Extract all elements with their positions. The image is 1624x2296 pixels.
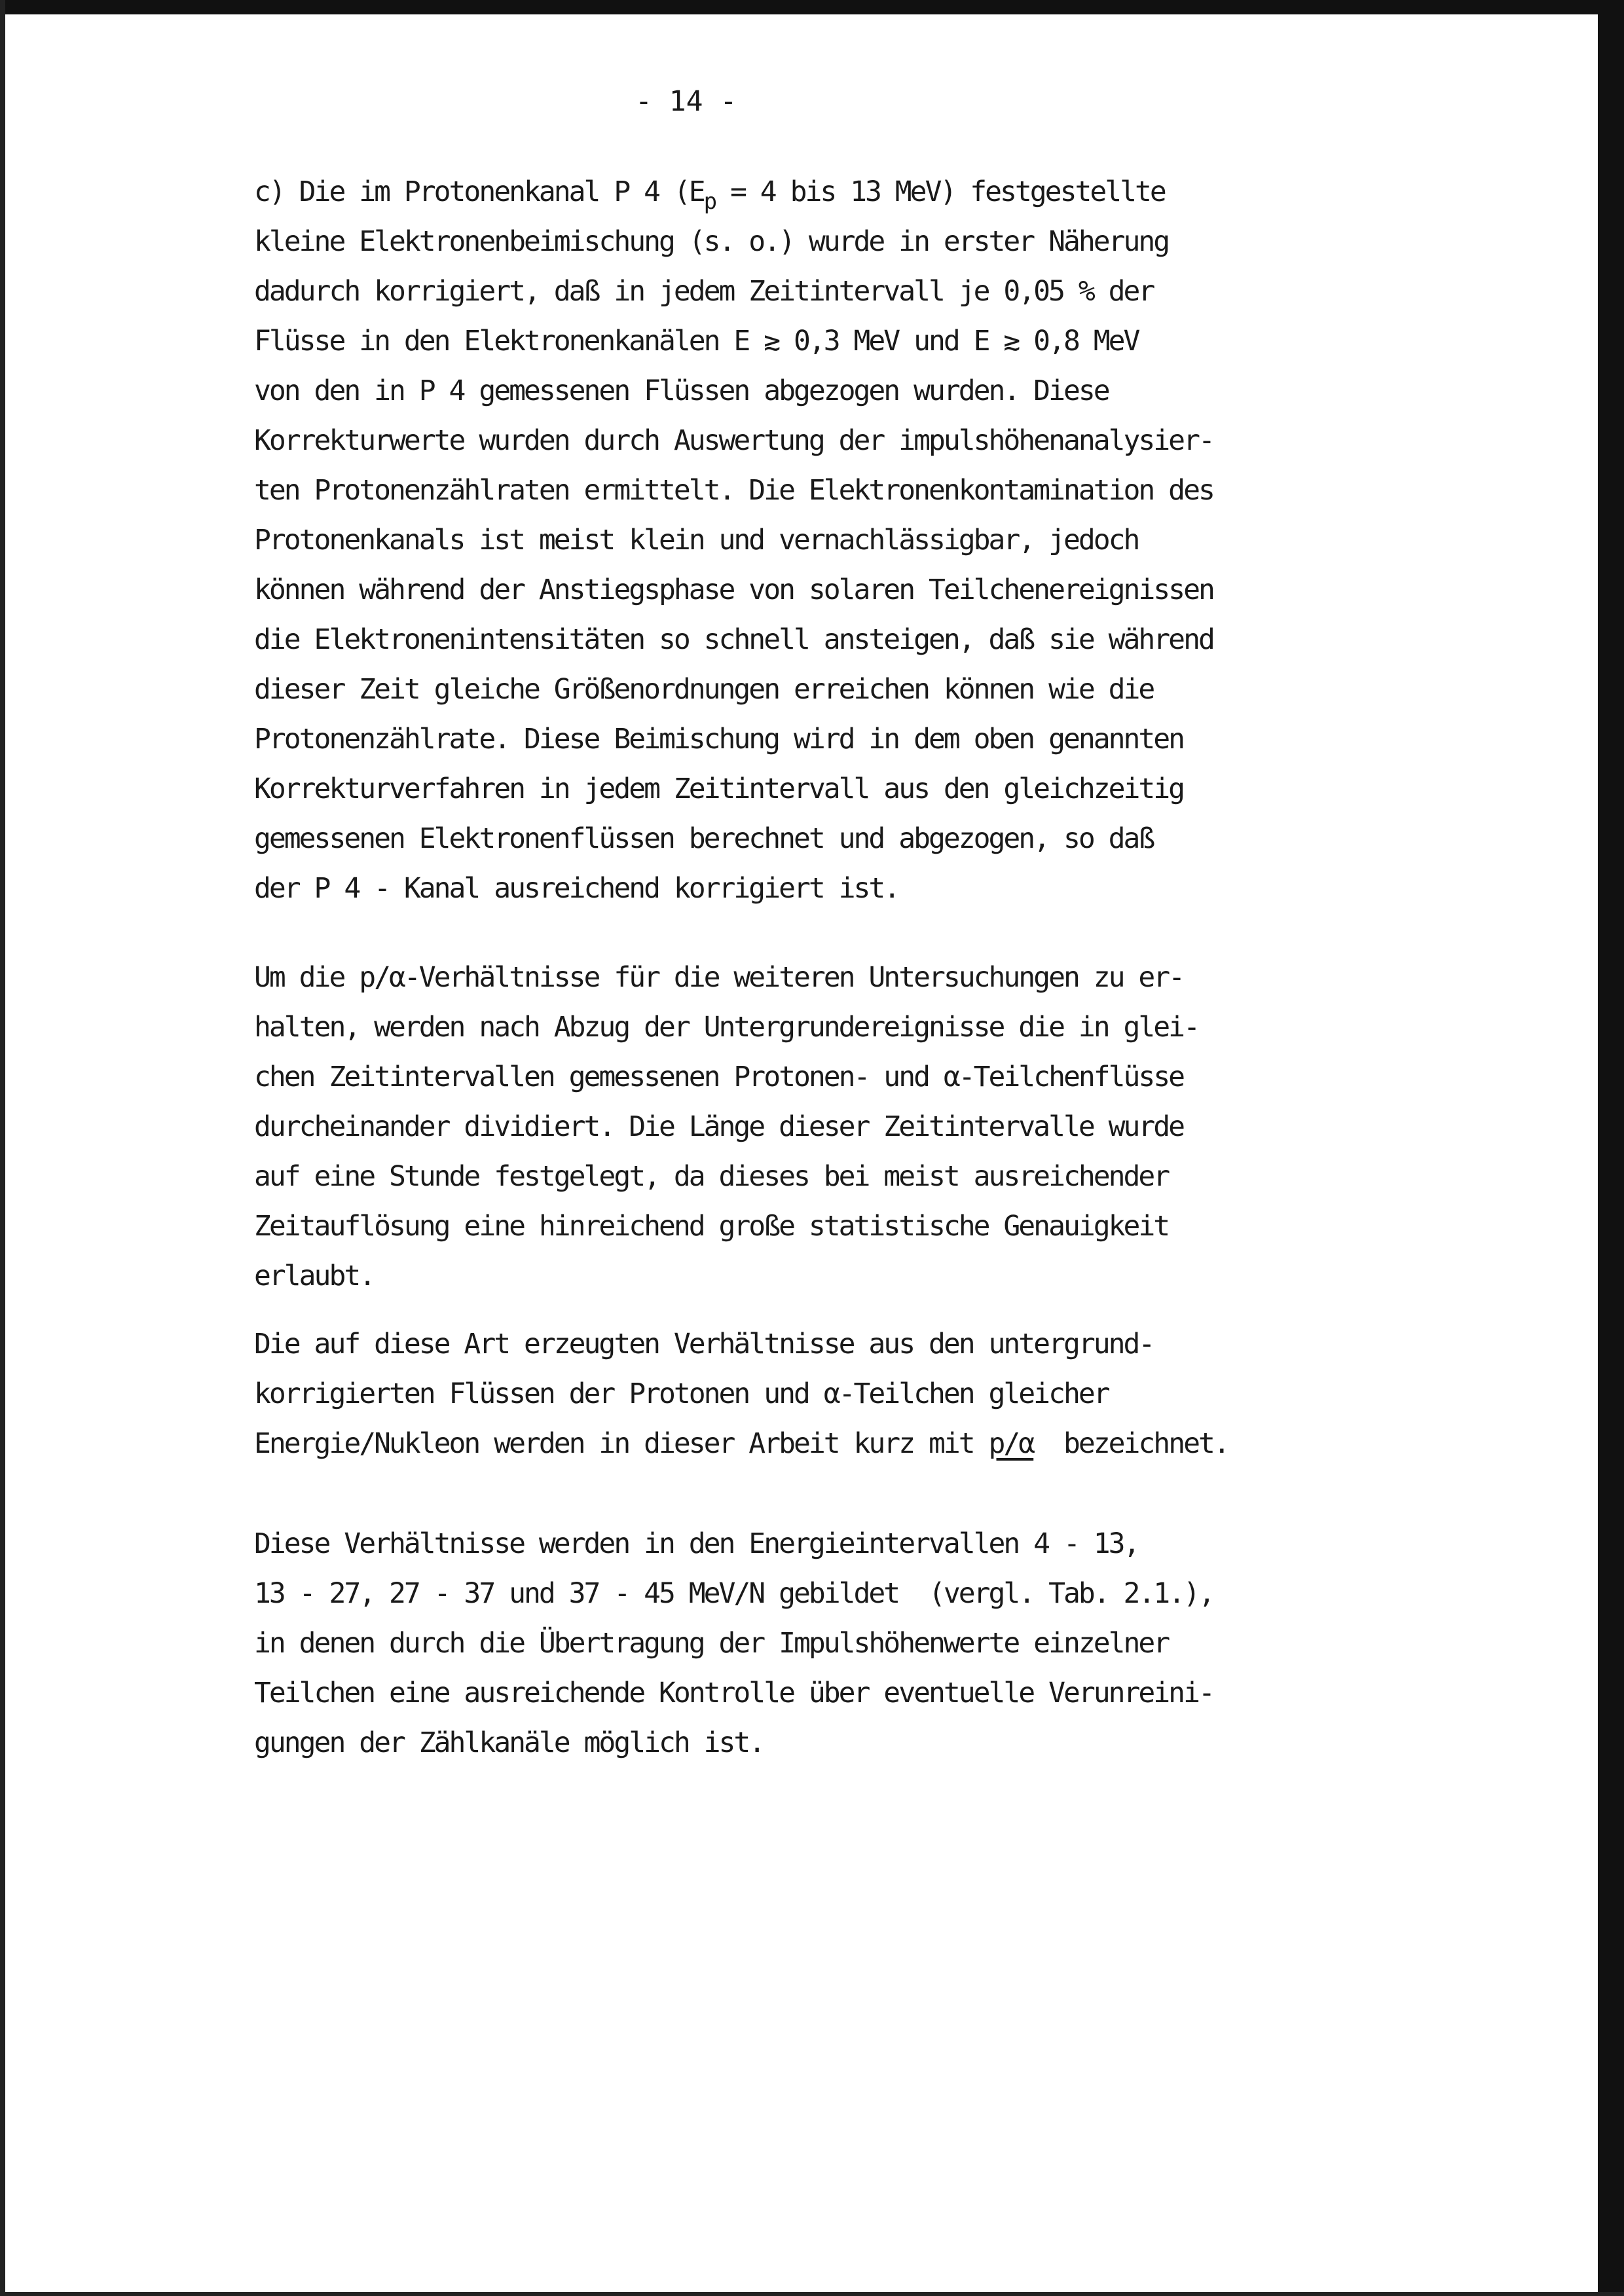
- text-line: Energie/Nukleon werden in dieser Arbeit kurz mit p/α bezeichnet.: [254, 1427, 1228, 1460]
- text-line: gungen der Zählkanäle möglich ist.: [254, 1726, 764, 1759]
- text-line: die Elektronenintensitäten so schnell ansteigen, daß sie während: [254, 623, 1213, 656]
- text-line: Protonenkanals ist meist klein und vernachlässigbar, jedoch: [254, 524, 1139, 556]
- scan-border-right: [1598, 0, 1624, 2296]
- paragraph-ratio-definition: [254, 1319, 1228, 1468]
- text-line: 13 - 27, 27 - 37 und 37 - 45 MeV/N gebildet (vergl. Tab. 2.1.),: [254, 1577, 1213, 1610]
- text-line: halten, werden nach Abzug der Untergrundereignisse die in glei-: [254, 1011, 1198, 1044]
- text-line: korrigierten Flüssen der Protonen und α-Teilchen gleicher: [254, 1377, 1109, 1410]
- text-line: ten Protonenzählraten ermittelt. Die Elektronenkontamination des: [254, 474, 1213, 507]
- text-line: Korrekturwerte wurden durch Auswertung der impulshöhenanalysier-: [254, 424, 1213, 457]
- text-line: Teilchen eine ausreichende Kontrolle über eventuelle Verunreini-: [254, 1677, 1213, 1709]
- text-line: gemessenen Elektronenflüssen berechnet und abgezogen, so daß: [254, 822, 1154, 855]
- text-line: c) Die im Protonenkanal P 4 ($E_p = 4$ bis 13 MeV) festgestellte: [254, 175, 1165, 215]
- scan-border-bottom: [0, 2292, 1624, 2296]
- text-line: Protonenzählrate. Diese Beimischung wird in dem oben genannten: [254, 723, 1184, 756]
- text-line: auf eine Stunde festgelegt, da dieses bei meist ausreichender: [254, 1160, 1169, 1193]
- page-number: - 14 -: [635, 85, 737, 118]
- scan-border-left: [0, 0, 5, 2296]
- text-line: von den in P 4 gemessenen Flüssen abgezogen wurden. Diese: [254, 374, 1109, 407]
- scan-border-top: [0, 0, 1624, 14]
- paragraph-energy-intervals: [254, 1519, 1213, 1768]
- text-line: Diese Verhältnisse werden in den Energieintervallen 4 - 13,: [254, 1527, 1139, 1560]
- text-line: erlaubt.: [254, 1260, 375, 1292]
- text-line: chen Zeitintervallen gemessenen Protonen- und α-Teilchenflüsse: [254, 1061, 1184, 1093]
- text-line: in denen durch die Übertragung der Impulshöhenwerte einzelner: [254, 1627, 1169, 1660]
- paragraph-electron-correction: [254, 167, 1213, 913]
- text-line: kleine Elektronenbeimischung (s. o.) wurde in erster Näherung: [254, 225, 1169, 258]
- text-line: Flüsse in den Elektronenkanälen E ≳ 0,3 MeV und E ≳ 0,8 MeV: [254, 325, 1139, 357]
- text-line: Korrekturverfahren in jedem Zeitintervall aus den gleichzeitig: [254, 773, 1184, 805]
- text-line: dadurch korrigiert, daß in jedem Zeitintervall je 0,05 % der: [254, 275, 1154, 308]
- ratio-symbol: p/α: [988, 1427, 1034, 1460]
- text-line: Die auf diese Art erzeugten Verhältnisse aus den untergrund-: [254, 1328, 1154, 1360]
- text-line: können während der Anstiegsphase von solaren Teilchenereignissen: [254, 574, 1213, 606]
- paragraph-ratio-method: [254, 953, 1198, 1301]
- subscript-p: p: [703, 189, 716, 215]
- text-line: durcheinander dividiert. Die Länge dieser Zeitintervalle wurde: [254, 1110, 1184, 1143]
- text-line: der P 4 - Kanal ausreichend korrigiert ist.: [254, 872, 899, 905]
- text-line: dieser Zeit gleiche Größenordnungen erreichen können wie die: [254, 673, 1154, 706]
- text-line: Zeitauflösung eine hinreichend große statistische Genauigkeit: [254, 1210, 1169, 1243]
- text-line: Um die p/α-Verhältnisse für die weiteren Untersuchungen zu er-: [254, 961, 1184, 994]
